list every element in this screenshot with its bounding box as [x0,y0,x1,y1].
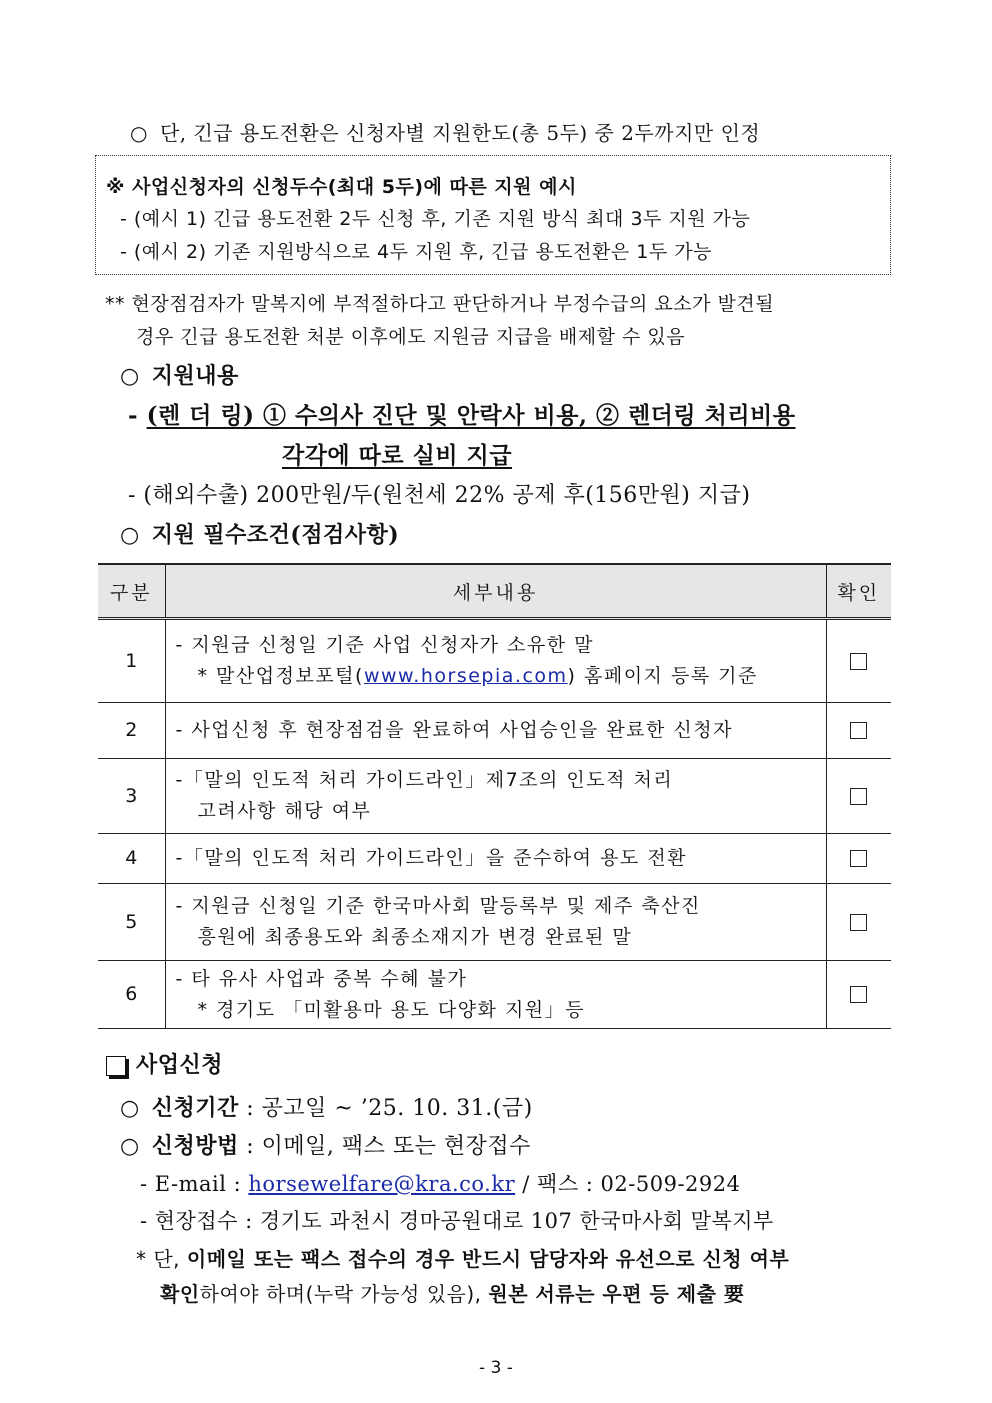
export-line: - (해외수출) 200만원/두(원천세 22% 공제 후(156만원) 지급) [128,483,751,508]
row-detail [165,884,826,961]
row-detail-line: 흥원에 최종용도와 최종소재지가 변경 완료된 말 [197,926,633,948]
conditions-heading [120,518,399,549]
row-detail-line: - 사업신청 후 현장점검을 완료하여 사업승인을 완료한 신청자 [175,719,733,741]
caution-line-2: 경우 긴급 용도전환 처분 이후에도 지원금 지급을 배제할 수 있음 [136,326,686,348]
application-heading-text: 사업신청 [136,1052,224,1078]
row-detail [165,834,826,884]
row-detail [165,619,826,703]
table-row [98,834,891,884]
caution-line-1: ** 현장점검자가 말복지에 부적절하다고 판단하거나 부정수급의 요소가 발견될 [105,293,775,315]
table-row [98,619,891,703]
check-cell [826,834,891,884]
note-line-2 [160,1278,744,1307]
note-example-2: - (예시 2) 기존 지원방식으로 4두 지원 후, 긴급 용도전환은 1두 가능 [120,241,712,263]
top-text: 단, 긴급 용도전환은 신청자별 지원한도(총 5두) 중 2두까지만 인정 [159,121,761,145]
conditions-table [98,563,891,1029]
method-value: : 이메일, 팩스 또는 현장접수 [246,1134,531,1159]
header-check: 확인 [826,564,891,619]
note-text: 단, [153,1247,187,1271]
circle-bullet: ○ [120,1134,140,1159]
checkbox[interactable] [850,788,867,805]
row-detail-line: - 지원금 신청일 기준 사업 신청자가 소유한 말 [175,634,595,656]
onsite-line: - 현장접수 : 경기도 과천시 경마공원대로 107 한국마사회 말복지부 [140,1209,774,1233]
support-heading [120,359,239,390]
row-detail-line: 고려사항 해당 여부 [197,800,372,822]
circle-bullet: ○ [120,363,140,389]
row-detail-text: * 말산업정보포털( [197,665,364,687]
note-title: ※ 사업신청자의 신청두수(최대 5두)에 따른 지원 예시 [106,176,577,198]
checkbox[interactable] [850,722,867,739]
note-text: 하여야 하며(누락 가능성 있음), [199,1282,489,1306]
example-note-box [95,155,891,275]
table-row [98,884,891,961]
row-detail-line: -「말의 인도적 처리 가이드라인」제7조의 인도적 처리 [175,769,674,791]
table-header-row [98,564,891,619]
row-detail [165,759,826,834]
support-heading-text: 지원내용 [151,363,239,389]
note-bold-text: 원본 서류는 우편 등 제출 要 [488,1282,745,1306]
top-line [130,117,760,146]
period-line [120,1091,533,1122]
note-example-1: - (예시 1) 긴급 용도전환 2두 신청 후, 기존 지원 방식 최대 3두 지원 가능 [120,208,751,230]
row-detail [165,703,826,759]
row-detail-line: - 타 유사 사업과 중복 수혜 불가 [175,967,468,990]
email-link[interactable]: horsewelfare@kra.co.kr [248,1172,516,1196]
check-cell [826,703,891,759]
circle-bullet: ○ [120,522,140,548]
row-detail-line: * 경기도 「미활용마 용도 다양화 지원」등 [197,998,586,1021]
fax-text: / 팩스 : 02-509-2924 [515,1172,741,1196]
horsepia-link[interactable]: www.horsepia.com [363,665,568,687]
header-detail: 세부내용 [165,564,826,619]
rendering-dash: - [128,402,147,429]
note-bold-text: 확인 [160,1282,200,1306]
checkbox[interactable] [850,914,867,931]
rendering-line-1 [128,397,796,430]
circle-bullet: ○ [130,121,148,145]
row-detail-line [176,661,816,692]
row-detail-text: ) 홈페이지 등록 기준 [567,665,758,687]
check-cell [826,759,891,834]
note-star: * [136,1247,147,1271]
table-row [98,703,891,759]
method-line [120,1129,531,1160]
row-number: 4 [98,834,165,884]
note-bold-text: 이메일 또는 팩스 접수의 경우 반드시 담당자와 유선으로 신청 여부 [186,1247,790,1271]
square-bullet-icon [106,1056,126,1076]
period-value: : 공고일 ~ ’25. 10. 31.(금) [246,1096,533,1121]
rendering-line-2: 각각에 따로 실비 지급 [282,442,512,469]
row-number: 1 [98,619,165,703]
row-number: 6 [98,961,165,1029]
table-row [98,961,891,1029]
row-detail-line: -「말의 인도적 처리 가이드라인」을 준수하여 용도 전환 [175,847,688,869]
row-detail-line: - 지원금 신청일 기준 한국마사회 말등록부 및 제주 축산진 [175,895,701,917]
email-label: - E-mail : [140,1172,249,1196]
method-label: 신청방법 [151,1133,239,1159]
checkbox[interactable] [850,986,867,1003]
check-cell [826,961,891,1029]
row-number: 5 [98,884,165,961]
circle-bullet: ○ [120,1096,140,1121]
check-cell [826,884,891,961]
period-label: 신청기간 [151,1095,239,1121]
checkbox[interactable] [850,850,867,867]
row-number: 3 [98,759,165,834]
row-detail [165,961,826,1029]
check-cell [826,619,891,703]
header-category: 구분 [98,564,165,619]
application-heading [106,1048,223,1079]
note-line-1 [136,1243,789,1272]
email-line [140,1168,741,1198]
row-number: 2 [98,703,165,759]
checkbox[interactable] [850,653,867,670]
table-row [98,759,891,834]
rendering-text-1: (렌 더 링) ① 수의사 진단 및 안락사 비용, ② 렌더링 처리비용 [146,402,796,429]
page-number: - 3 - [479,1358,513,1378]
conditions-heading-text: 지원 필수조건(점검사항) [151,522,400,548]
